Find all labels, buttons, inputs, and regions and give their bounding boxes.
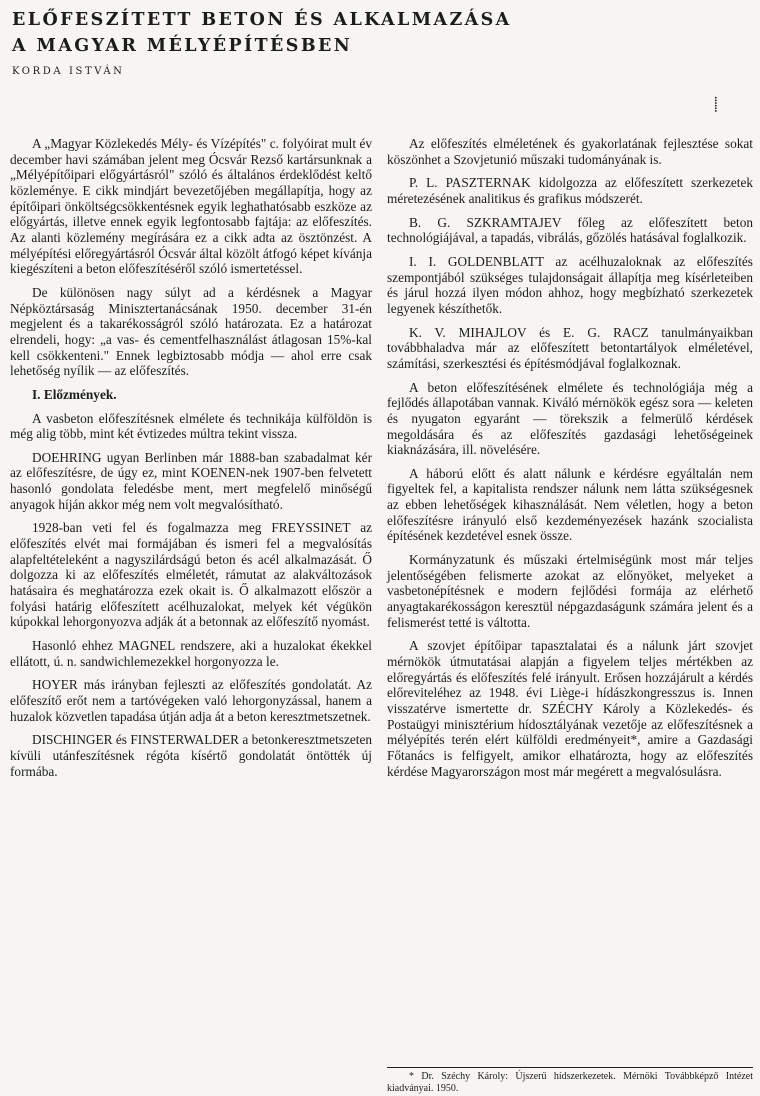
- paragraph: A vasbeton előfeszítésnek elmélete és technikája külföldön is még alig több, mint két évtizedes múltra tekint vissza.: [10, 410, 372, 442]
- paragraph: De különösen nagy súlyt ad a kérdésnek a Magyar Népköztársaság Minisztertanácsának 1950. december 31-én megjelent és a takarékosságról szóló határozata. Ez a határozat elrendeli, hogy: „a vas- és cementfelhasználást átlagosan 15%-kal kell csökkenteni." Ennek legbiztosabb módja — ahol erre csak lehetőség nyílik — az előfeszítés.: [10, 284, 372, 379]
- footnote: [387, 1067, 753, 1095]
- paragraph: Az előfeszítés elméletének és gyakorlatának fejlesztése sokat köszönhet a Szovjetunió műszaki tudományának is.: [387, 136, 753, 167]
- paragraph: A „Magyar Közlekedés Mély- és Vízépítés" c. folyóirat mult év december havi számában jelent meg Ócsvár Rezső kartársunknak a „Mélyépítőipari előgyártásról" szóló és általános érdeklődést keltő közleménye. E cikk mindjárt bevezetőjében megállapítja, hogy az építőipari önköltségcsökkentésnek egyik leghathatósabb eszköze az előgyártás, illetve ennek egyik legfontosabb fajtája: az előfeszítés. Az alanti közlemény megírására ez a cikk adta az ösztönzést. A mélyépítési előregyártásról Ócsvár által közölt átfogó képet kívánja kiegészíteni a beton előfeszítéséről szóló ismertetéssel.: [10, 136, 372, 277]
- paragraph: B. G. SZKRAMTAJEV főleg az előfeszített beton technológiájával, a tapadás, vibrálás, gőzölés hatásával foglalkozik.: [387, 214, 753, 246]
- paragraph: Kormányzatunk és műszaki értelmiségünk most már teljes jelentőségében felismerte azokat az előnyöket, melyeket a vasbetonépítésnek e modern fejlődési formája az elérhető anyagtakarékosságon keresztül népgazdaságunk számára jelent és a felismerést tetté is váltotta.: [387, 552, 753, 630]
- title-line-2: A MAGYAR MÉLYÉPÍTÉSBEN: [12, 36, 353, 56]
- print-mark: ⸽: [714, 98, 718, 113]
- paragraph: Hasonló ehhez MAGNEL rendszere, aki a huzalokat ékekkel ellátott, ú. n. sandwichlemezekkel horgonyozza le.: [10, 638, 372, 669]
- section-heading: I. Előzmények.: [32, 386, 117, 402]
- paragraph: A beton előfeszítésének elmélete és technológiája még a fejlődés állapotában vannak. Kiváló mérnökök egész sora — keleten és nyugaton egyaránt — törekszik a felmerülő kérdések megoldására és az előfeszítés gazdasági lehetőségeinek kiaknázására, ill. növelésére.: [387, 379, 753, 458]
- paragraph: A háború előtt és alatt nálunk e kérdésre egyáltalán nem figyeltek fel, a kapitalista rendszer nálunk nem látta szükségesnek az ebben lehetőségek kihasználását. Nem véletlen, hogy a beton előfeszítésre irányuló első kezdeményezések hazánk szocialista építésének kezdetével esnek össze.: [387, 465, 753, 544]
- paragraph: A szovjet építőipar tapasztalatai és a nálunk járt szovjet mérnökök útmutatásai alapján a figyelem teljes mértékben az előregyártás és előfeszítés felé irányult. Erősen hozzájárult a kérdés előreviteléhez az 1948. évi Liège-i hídászkongresszus is. Innen visszatérve ismertette dr. SZÉCHY Károly a Közlekedés- és Postaügyi minisztérium hídosztályának vezetője az előfeszítésnek a mélyépítés terén elért külföldi eredményeit*, amire a Gazdasági Főtanács is felfigyelt, amikor elhatározta, hogy az előfeszítés kérdése Magyarországon most már megérett a megvalósulásra.: [387, 638, 753, 779]
- paragraph: DOEHRING ugyan Berlinben már 1888-ban szabadalmat kér az előfeszítésre, de úgy ez, mint KOENEN-nek 1907-ben felvetett hasonló gondolata feledésbe ment, mert megfelelő minőségű anyagok híján akkor még nem volt megvalósítható.: [10, 449, 372, 512]
- paragraph: I. I. GOLDENBLATT az acélhuzaloknak az előfeszítés szempontjából szükséges tulajdonságait állapítja meg kísérleteiben és járul hozzá ilyen módon ahhoz, hogy megbízható szerkezetek legyenek készíthetők.: [387, 253, 753, 316]
- author-name: KORDA ISTVÁN: [12, 66, 125, 77]
- paragraph: K. V. MIHAJLOV és E. G. RACZ tanulmányaikban továbbhaladva már az előfeszített betontartályok elméletével, számítási, szerkesztési és építésmódjával foglalkoznak.: [387, 324, 753, 371]
- footnote-text: * Dr. Széchy Károly: Újszerű hídszerkezetek. Mérnöki Továbbképző Intézet kiadványai. 1950.: [387, 1071, 753, 1094]
- left-column: [10, 136, 372, 787]
- title-line-1: ELŐFESZÍTETT BETON ÉS ALKALMAZÁSA: [12, 10, 512, 30]
- paragraph: HOYER más irányban fejleszti az előfeszítés gondolatát. Az előfeszítő erőt nem a tartóvégeken való lehorgonyzással, hanem a huzalok közvetlen tapadása útján adja át a beton keresztmetszetnek.: [10, 677, 372, 724]
- paragraph: P. L. PASZTERNAK kidolgozza az előfeszített szerkezetek méretezésének analitikus és grafikus módszerét.: [387, 175, 753, 206]
- article-title: [12, 7, 712, 59]
- paragraph: 1928-ban veti fel és fogalmazza meg FREYSSINET az előfeszítés elvét mai formájában és ismeri fel a megvalósítás alapfeltételeként a nagyszilárdságú beton és acél alkalmazását. Ő dolgozza ki az előfeszítés elméletét, rámutat az alakváltozások hatásaira és meghatározza ezek okait is. Ő alkalmazott először a folyási határig előfeszített acélhuzalokat, melyek két végükön kúpokkal lehorgonyozva adják át a betonnak az előfeszítő nyomást.: [10, 520, 372, 630]
- right-column: [387, 136, 753, 787]
- paragraph: DISCHINGER és FINSTERWALDER a betonkeresztmetszeten kívüli utánfeszítésnek régóta kísértő gondolatát öntötték új formába.: [10, 732, 372, 779]
